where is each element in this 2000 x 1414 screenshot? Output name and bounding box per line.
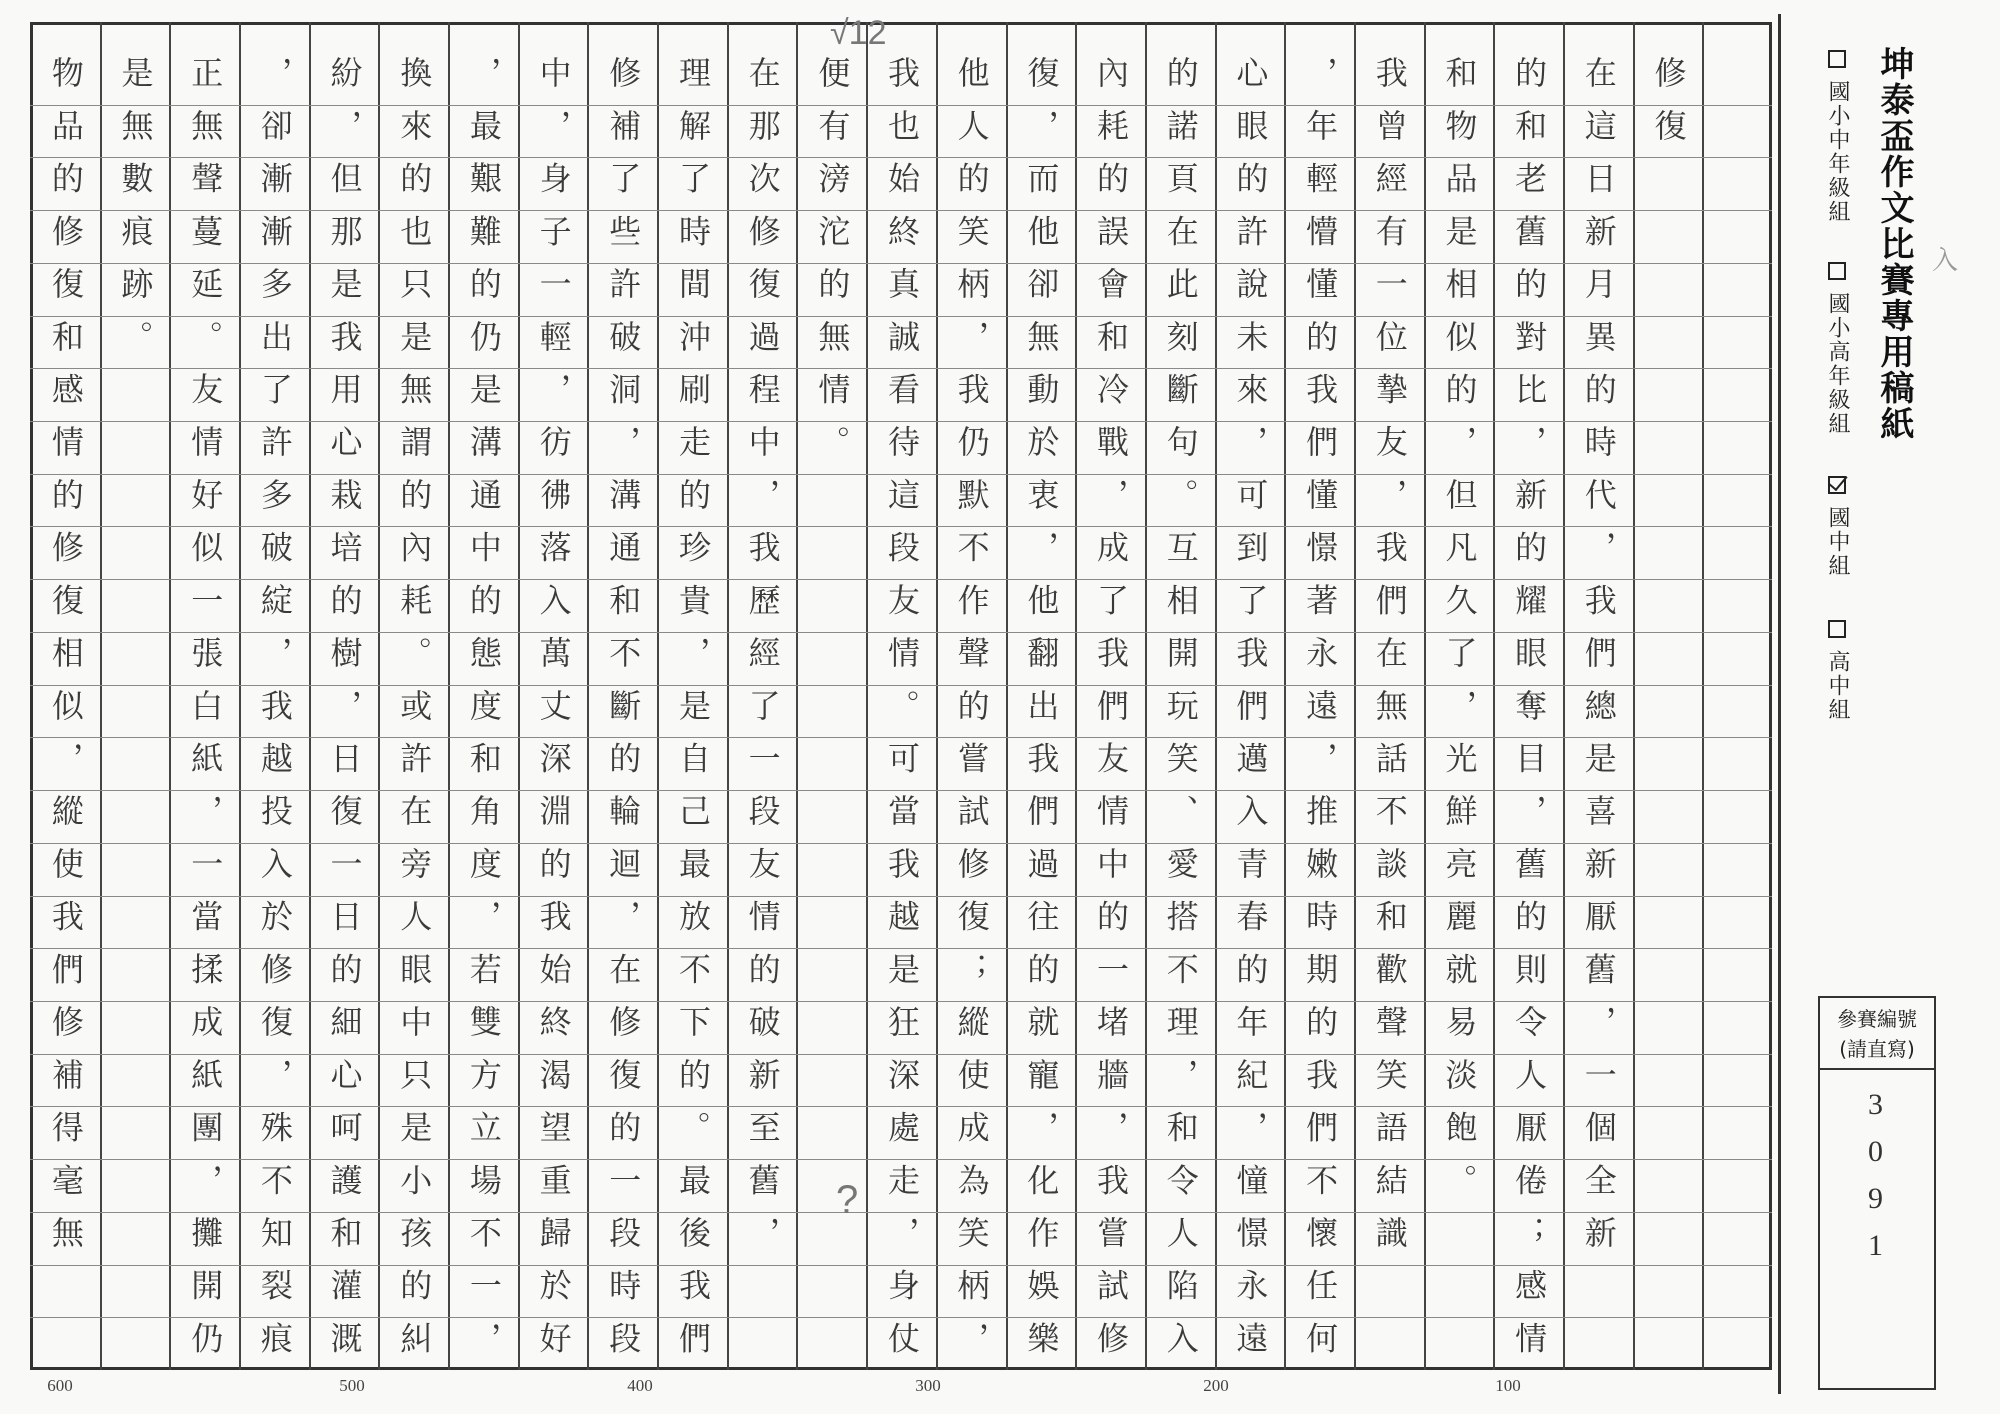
grid-column-line	[1702, 22, 1704, 1370]
essay-column: 心眼的許說未來，可到了我們邁入青春的年紀，憧憬永遠	[1231, 56, 1270, 1374]
count-mark: 300	[915, 1376, 941, 1395]
group-label: 高中組	[1825, 650, 1850, 722]
essay-column: 物品的修復和感情的修復相似，縱使我們修補得毫無	[46, 56, 85, 1269]
entry-number-label	[1820, 998, 1934, 1070]
competition-title: 坤泰盃作文比賽專用稿紙	[1874, 46, 1914, 442]
essay-column: 內耗的誤會和冷戰，成了我們友情中的一堵牆，我嘗試修	[1092, 56, 1131, 1374]
question-mark-annotation: ?	[836, 1178, 859, 1222]
group-option-elementary-mid[interactable]	[1822, 50, 1853, 224]
essay-column: 復，而他卻無動於衷，他翻出我們過往的就寵，化作娛樂	[1022, 56, 1061, 1374]
essay-column: 理解了時間沖刷走的珍貴，是自己最放不下的。最後我們	[673, 56, 712, 1374]
margin-note: √12	[830, 14, 887, 52]
essay-column: 是無數痕跡。	[116, 56, 155, 373]
panel-divider	[1778, 14, 1781, 1394]
essay-column: ，卻漸漸多出了許多破綻，我越投入於修復，殊不知裂痕	[255, 56, 294, 1374]
essay-column: 正無聲蔓延。友情好似一張白紙，一當揉成紙團，攤開仍	[186, 56, 225, 1374]
essay-column: 和物品是相似的，但凡久了，光鮮亮麗就易淡飽。	[1440, 56, 1479, 1216]
essay-column: 的和老舊的對比，新的耀眼奪目，舊的則令人厭倦；感情	[1510, 56, 1549, 1374]
essay-column: ，年輕懵懂的我們懂憬著永遠，推嫩時期的我們不懷任何	[1301, 56, 1340, 1374]
essay-column: 他人的笑柄，我仍默不作聲的嘗試修復；縱使成為笑柄，	[952, 56, 991, 1374]
essay-column: 的諾頁在此刻斷句。互相開玩笑、愛搭不理，和令人陷入	[1161, 56, 1200, 1374]
essay-column: 修復	[1649, 56, 1688, 162]
group-label: 國小高年級組	[1825, 292, 1850, 436]
group-option-junior-high[interactable]	[1822, 476, 1853, 578]
count-mark: 500	[339, 1376, 365, 1395]
count-mark: 200	[1203, 1376, 1229, 1395]
group-label: 國中組	[1825, 506, 1850, 578]
group-label: 國小中年級組	[1825, 80, 1850, 224]
entry-number-title: 參賽編號	[1837, 1007, 1917, 1031]
essay-column: 修補了些許破洞，溝通和不斷的輪迴，在修復的一段時段	[604, 56, 643, 1374]
essay-column: 我也始終真誠看待這段友情。可當我越是狂深處走，身仗	[883, 56, 921, 1374]
essay-column: 換來的也只是無謂的內耗。或許在旁人眼中只是小孩的糾	[395, 56, 434, 1374]
group-option-elementary-high[interactable]	[1822, 262, 1853, 436]
edge-mark-annotation: 入	[1932, 245, 1959, 275]
entry-number-box	[1818, 996, 1936, 1390]
essay-column: 便有滂沱的無情。	[813, 56, 852, 478]
count-mark: 100	[1495, 1376, 1521, 1395]
group-option-senior-high[interactable]	[1822, 620, 1853, 722]
entry-number-value[interactable]: 3091	[1859, 1088, 1892, 1276]
checkbox-icon[interactable]	[1828, 50, 1846, 68]
essay-column: 紛，但那是我用心栽培的樹，日復一日的細心呵護和灌溉	[325, 56, 364, 1374]
count-mark: 600	[47, 1376, 73, 1395]
entry-number-hint: (請直寫)	[1839, 1037, 1915, 1061]
essay-column: ，最艱難的仍是溝通中的態度和角度，若雙方立場不一，	[464, 56, 503, 1374]
essay-column: 中，身子一輕，彷彿落入萬丈深淵的我始終渴望重歸於好	[534, 56, 573, 1374]
checkbox-icon[interactable]	[1828, 620, 1846, 638]
checkbox-checked-icon[interactable]	[1828, 476, 1846, 494]
grid-column-line	[1633, 22, 1635, 1370]
essay-column: 在這日新月異的時代，我們總是喜新厭舊，一個全新	[1579, 56, 1618, 1269]
essay-column: 在那次修復過程中，我歷經了一段友情的破新至舊，	[743, 56, 782, 1269]
count-mark: 400	[627, 1376, 653, 1395]
essay-column: 我曾經有一位摯友，我們在無話不談和歡聲笑語結識	[1370, 56, 1409, 1269]
checkbox-icon[interactable]	[1828, 262, 1846, 280]
